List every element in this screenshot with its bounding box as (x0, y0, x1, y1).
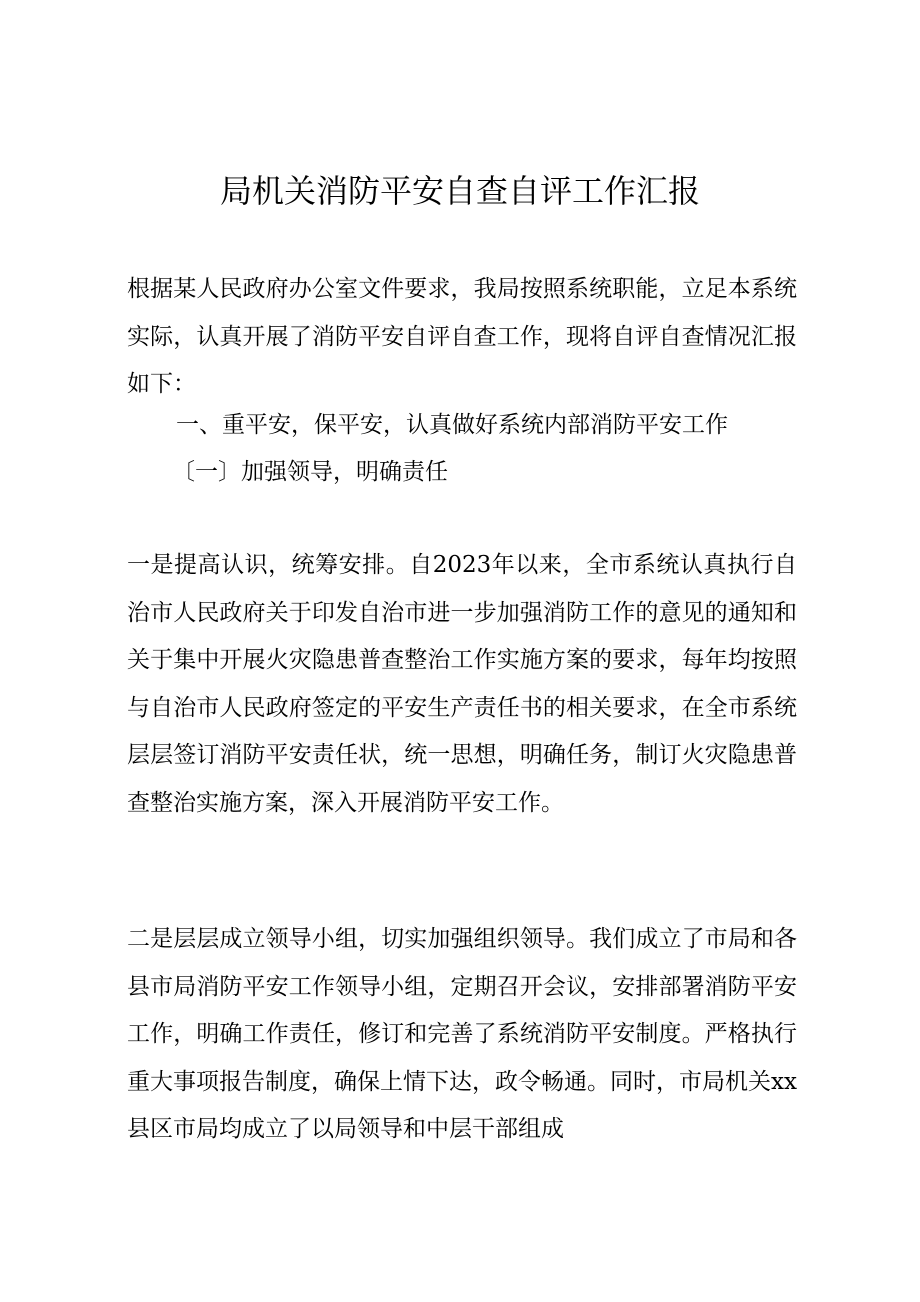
body-paragraph-2: 二是层层成立领导小组，切实加强组织领导。我们成立了市局和各县市局消防平安工作领导小组，定期召开会议，安排部署消防平安工作，明确工作责任，修订和完善了系统消防平安制度。严格执行重大事项报告制度，确保上情下达，政令畅通。同时，市局机关xx县区市局均成立了以局领导和中层干部组成 (127, 926, 797, 1142)
section-heading: 一、重平安，保平安，认真做好系统内部消防平安工作 (176, 412, 728, 438)
intro-paragraph: 根据某人民政府办公室文件要求，我局按照系统职能，立足本系统实际，认真开展了消防平安自评自查工作，现将自评自查情况汇报如下： (127, 276, 797, 397)
subsection-heading: 〔一〕加强领导，明确责任 (172, 459, 448, 485)
document-title: 局机关消防平安自查自评工作汇报 (219, 172, 700, 210)
body-paragraph-1: 一是提高认识，统筹安排。自2023年以来，全市系统认真执行自治市人民政府关于印发自治市进一步加强消防工作的意见的通知和关于集中开展火灾隐患普查整治工作实施方案的要求，每年均按照与自治市人民政府签定的平安生产责任书的相关要求，在全市系统层层签订消防平安责任状，统一思想，明确任务，制订火灾隐患普查整治实施方案，深入开展消防平安工作。 (127, 552, 797, 816)
